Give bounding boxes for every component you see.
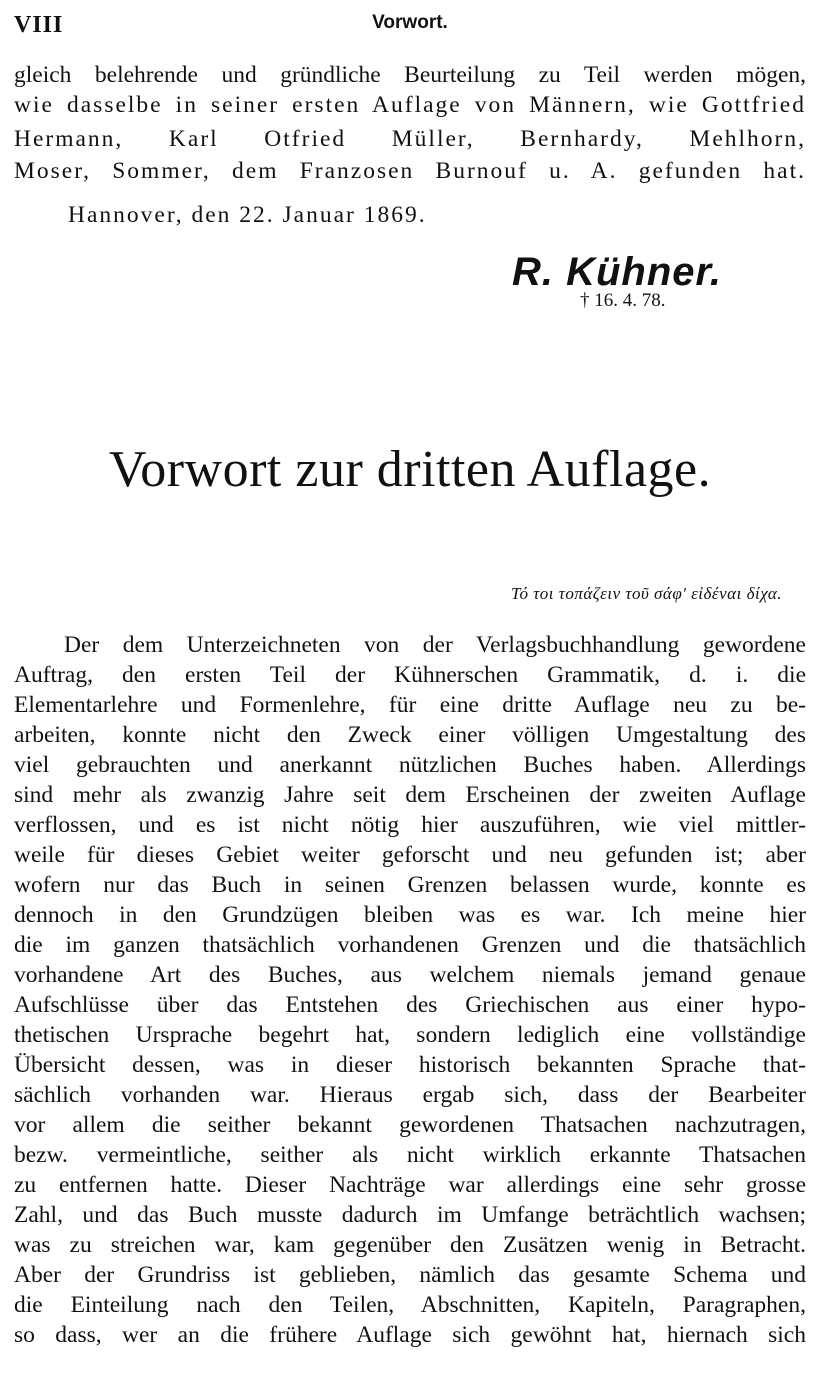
body-line: sind mehr als zwanzig Jahre seit dem Erscheinen der zweiten Auflage xyxy=(14,782,806,808)
body-line: zu entfernen hatte. Dieser Nachträge war allerdings eine sehr grosse xyxy=(14,1172,806,1198)
body-line: vorhandene Art des Buches, aus welchem niemals jemand genaue xyxy=(14,962,806,988)
body-line: Aufschlüsse über das Entstehen des Griechischen aus einer hypo- xyxy=(14,992,806,1018)
body-line: thetischen Ursprache begehrt hat, sondern lediglich eine vollständige xyxy=(14,1022,806,1048)
body-line: so dass, wer an die frühere Auflage sich gewöhnt hat, hiernach sich xyxy=(14,1322,806,1348)
body-line: verflossen, und es ist nicht nötig hier auszuführen, wie viel mittler- xyxy=(14,812,806,838)
death-date: † 16. 4. 78. xyxy=(580,290,666,311)
body-line: die im ganzen thatsächlich vorhandenen Grenzen und die thatsächlich xyxy=(14,932,806,958)
body-line: Auftrag, den ersten Teil der Kühnerschen Grammatik, d. i. die xyxy=(14,662,806,688)
date-line: Hannover, den 22. Januar 1869. xyxy=(68,202,427,228)
body-line: arbeiten, konnte nicht den Zweck einer völligen Umgestaltung des xyxy=(14,722,806,748)
body-line: sächlich vorhanden war. Hieraus ergab sich, dass der Bearbeiter xyxy=(14,1082,806,1108)
body-line: Der dem Unterzeichneten von der Verlagsbuchhandlung gewordene xyxy=(64,632,806,658)
body-line: Zahl, und das Buch musste dadurch im Umfange beträchtlich wachsen; xyxy=(14,1202,806,1228)
preface-line: wie dasselbe in seiner ersten Auflage von Männern, wie Gottfried xyxy=(14,92,806,118)
body-line: vor allem die seither bekannt gewordenen Thatsachen nachzutragen, xyxy=(14,1112,806,1138)
preface-line: Hermann, Karl Otfried Müller, Bernhardy, Mehlhorn, xyxy=(14,126,806,152)
section-title: Vorwort zur dritten Auflage. xyxy=(108,441,712,498)
body-line: die Einteilung nach den Teilen, Abschnitten, Kapiteln, Paragraphen, xyxy=(14,1292,806,1318)
preface-line: gleich belehrende und gründliche Beurteilung zu Teil werden mögen, xyxy=(14,62,806,88)
body-line: Aber der Grundriss ist geblieben, nämlich das gesamte Schema und xyxy=(14,1262,806,1288)
body-line: wofern nur das Buch in seinen Grenzen belassen wurde, konnte es xyxy=(14,872,806,898)
preface-line: Moser, Sommer, dem Franzosen Burnouf u. A. gefunden hat. xyxy=(14,158,806,184)
running-head: Vorwort. xyxy=(372,12,448,33)
author-signature: R. Kühner. xyxy=(512,250,723,294)
page-number: VIII xyxy=(14,12,64,38)
body-line: weile für dieses Gebiet weiter geforscht und neu gefunden ist; aber xyxy=(14,842,806,868)
body-line: was zu streichen war, kam gegenüber den Zusätzen wenig in Betracht. xyxy=(14,1232,806,1258)
body-line: Übersicht dessen, was in dieser historisch bekannten Sprache that- xyxy=(14,1052,806,1078)
body-line: Elementarlehre und Formenlehre, für eine dritte Auflage neu zu be- xyxy=(14,692,806,718)
body-line: viel gebrauchten und anerkannt nützlichen Buches haben. Allerdings xyxy=(14,752,806,778)
body-line: dennoch in den Grundzügen bleiben was es war. Ich meine hier xyxy=(14,902,806,928)
greek-motto: Τό τοι τοπάζειν τοῦ σάφ' εἰδέναι δίχα. xyxy=(511,584,782,603)
page-header xyxy=(14,8,806,38)
body-line: bezw. vermeintliche, seither als nicht wirklich erkannte Thatsachen xyxy=(14,1142,806,1168)
